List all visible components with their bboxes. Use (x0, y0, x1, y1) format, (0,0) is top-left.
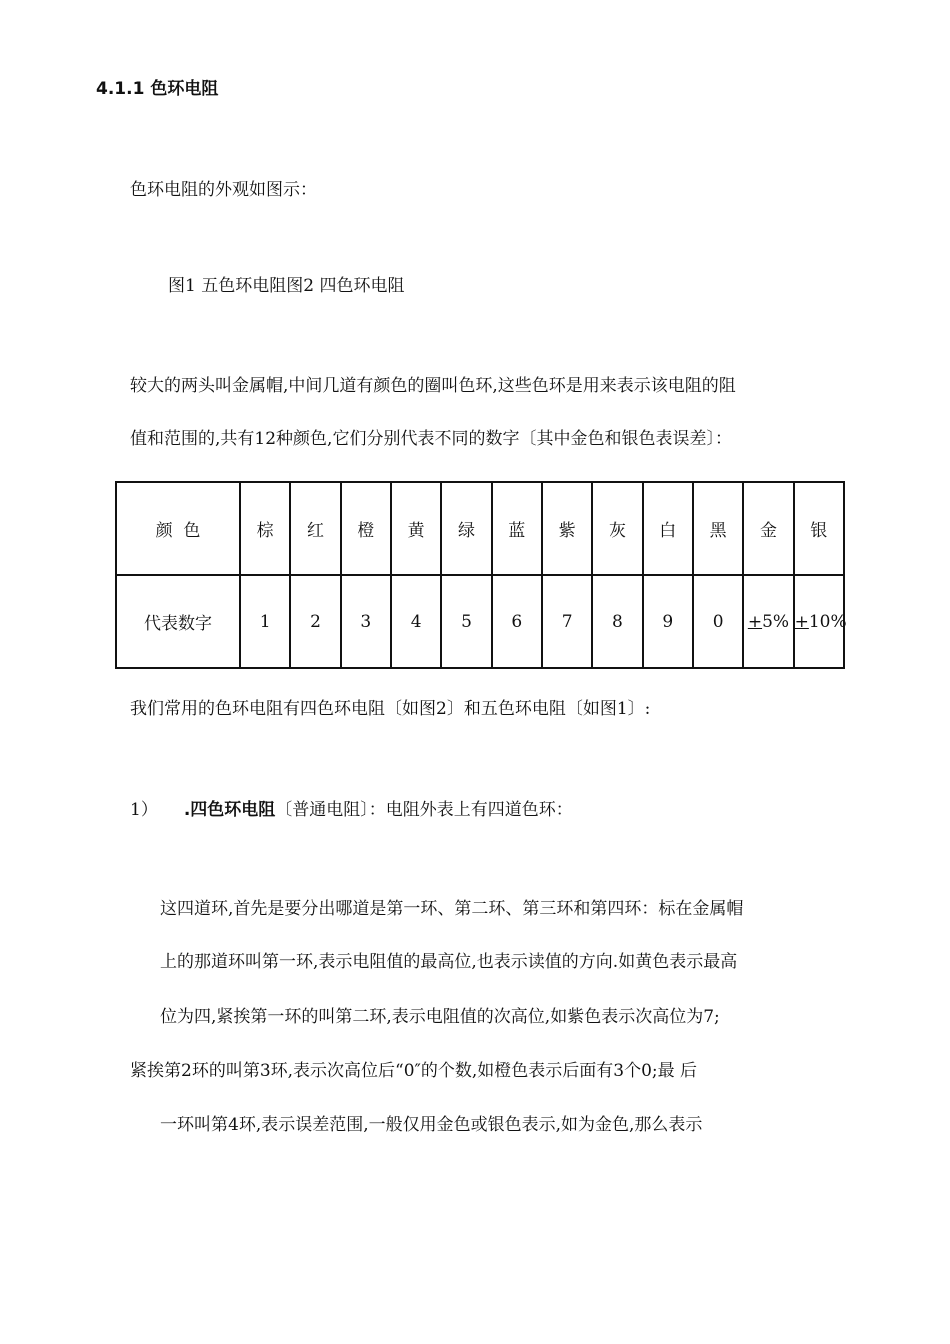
digit-cell: 7 (542, 575, 592, 668)
color-cell: 绿 (441, 482, 491, 575)
body-line: 位为四,紧挨第一环的叫第二环,表示电阻值的次高位,如紫色表示次高位为7; (160, 1007, 720, 1027)
digit-cell: 4 (391, 575, 441, 668)
subsection-heading (130, 795, 573, 820)
color-cell: 黑 (693, 482, 743, 575)
color-cell: 黄 (391, 482, 441, 575)
digit-cell: 5 (441, 575, 491, 668)
intro-text: 色环电阻的外观如图示： (130, 180, 317, 200)
body-line: 紧挨第2环的叫第3环,表示次高位后“0″的个数,如橙色表示后面有3个0;最 后 (130, 1061, 698, 1081)
tolerance-value: 5% (762, 611, 790, 632)
digit-cell: 2 (290, 575, 340, 668)
paragraph-line: 我们常用的色环电阻有四色环电阻〔如图2〕和五色环电阻〔如图1〕: (130, 699, 651, 719)
digit-cell: 0 (693, 575, 743, 668)
color-cell: 紫 (542, 482, 592, 575)
subsection-description: 〔普通电阻〕：电阻外表上有四道色环： (275, 800, 573, 820)
subsection-title: .四色环电阻 (183, 800, 276, 820)
row-header-color: 颜 色 (116, 482, 240, 575)
figure-caption: 图1 五色环电阻图2 四色环电阻 (168, 276, 405, 296)
color-code-table (115, 481, 845, 669)
plus-minus-sign: + (747, 611, 763, 632)
digit-cell: 9 (643, 575, 693, 668)
body-line: 上的那道环叫第一环,表示电阻值的最高位,也表示读值的方向.如黄色表示最高 (160, 952, 738, 972)
color-cell: 灰 (592, 482, 642, 575)
paragraph-line: 较大的两头叫金属帽,中间几道有颜色的圈叫色环,这些色环是用来表示该电阻的阻 (130, 376, 736, 396)
digit-cell: 8 (592, 575, 642, 668)
table-row-digits (116, 575, 844, 668)
digit-cell: 6 (492, 575, 542, 668)
silver-tolerance-cell (794, 575, 847, 668)
body-line: 这四道环,首先是要分出哪道是第一环、第二环、第三环和第四环：标在金属帽 (160, 899, 744, 919)
plus-minus-sign: + (794, 611, 809, 632)
body-line: 一环叫第4环,表示误差范围,一般仅用金色或银色表示,如为金色,那么表示 (160, 1115, 703, 1135)
color-cell: 蓝 (492, 482, 542, 575)
digit-cell: 3 (341, 575, 391, 668)
subsection-number: 1） (130, 800, 158, 820)
color-cell: 棕 (240, 482, 290, 575)
section-heading: 4.1.1 色环电阻 (96, 79, 219, 99)
tolerance-value: 10% (808, 611, 847, 632)
color-cell: 白 (643, 482, 693, 575)
table-row-colors (116, 482, 844, 575)
color-cell: 金 (743, 482, 793, 575)
color-cell: 橙 (341, 482, 391, 575)
row-header-digit: 代表数字 (116, 575, 240, 668)
color-cell: 红 (290, 482, 340, 575)
paragraph-line: 值和范围的,共有12种颜色,它们分别代表不同的数字〔其中金色和银色表误差〕： (130, 429, 732, 449)
color-cell: 银 (794, 482, 844, 575)
digit-cell: 1 (240, 575, 290, 668)
gold-tolerance-cell (743, 575, 793, 668)
